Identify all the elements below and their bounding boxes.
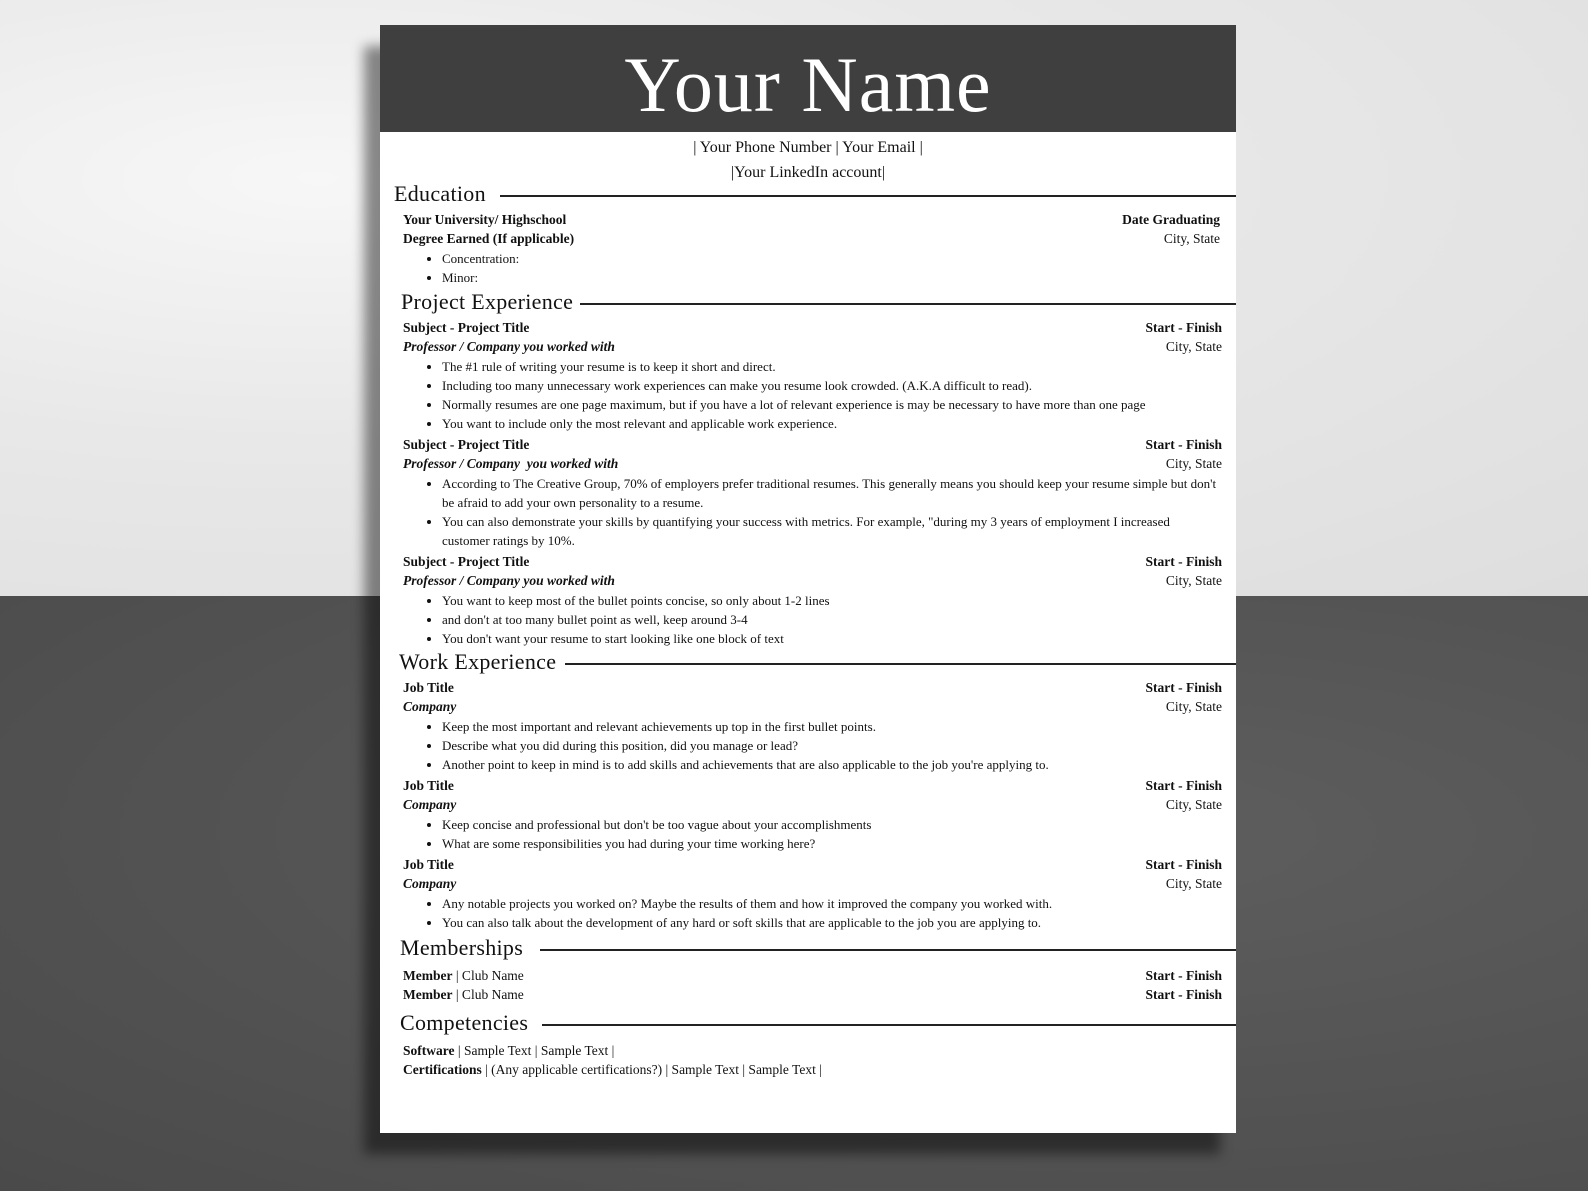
entry-row [403, 795, 1222, 814]
location: City, State [1165, 573, 1222, 588]
job-title: Job Title [403, 857, 454, 872]
project-entry [380, 552, 1236, 648]
project-entry [380, 435, 1236, 550]
location: City, State [1165, 699, 1222, 714]
list-item: • Any notable projects you worked on? Maybe the results of them and how it improved the company you worked with. [442, 894, 1222, 913]
work-list [380, 678, 1236, 932]
competencies-list [380, 1041, 1236, 1079]
location: City, State [1165, 797, 1222, 812]
membership-row [380, 966, 1236, 985]
degree: Degree Earned (If applicable) [403, 231, 575, 246]
education-entry [380, 210, 1236, 287]
date-range: Start - Finish [1145, 987, 1222, 1002]
section-rule [580, 303, 1236, 305]
project-title: Subject - Project Title [403, 437, 530, 452]
location: City, State [1163, 231, 1220, 246]
entry-row [403, 678, 1222, 697]
name-banner [380, 25, 1236, 132]
job-title: Job Title [403, 680, 454, 695]
list-item: • The #1 rule of writing your resume is to keep it short and direct. [442, 357, 1222, 376]
project-entry [380, 318, 1236, 433]
entry-row [403, 855, 1222, 874]
entry-row [403, 697, 1222, 716]
section-title: Education [394, 182, 492, 206]
competency-label: Certifications [403, 1062, 482, 1077]
list-item: • You can also talk about the development of any hard or soft skills that are applicable to the job you are applying to. [442, 913, 1222, 932]
location: City, State [1165, 456, 1222, 471]
competency-row [380, 1060, 1236, 1079]
education-heading [380, 182, 1236, 206]
work-bullets [403, 815, 1222, 853]
date-range: Start - Finish [1145, 968, 1222, 983]
membership-role: Member [403, 987, 453, 1002]
work-bullets [403, 717, 1222, 774]
date-range: Start - Finish [1145, 437, 1222, 452]
entry-row [403, 318, 1222, 337]
organization: Professor / Company you worked with [403, 456, 619, 471]
project-title: Subject - Project Title [403, 320, 530, 335]
entry-row [403, 229, 1222, 248]
competency-label: Software [403, 1043, 455, 1058]
entry-row [403, 874, 1222, 893]
project-bullets [403, 474, 1222, 550]
project-bullets [403, 357, 1222, 433]
date-range: Start - Finish [1145, 778, 1222, 793]
list-item: • Keep concise and professional but don't be too vague about your accomplishments [442, 815, 1222, 834]
entry-row [403, 571, 1222, 590]
list-item: • According to The Creative Group, 70% of employers prefer traditional resumes. This generally means you should keep your resume simple but don't be afraid to add your own personality to a resume. [442, 474, 1222, 512]
date-range: Start - Finish [1145, 680, 1222, 695]
location: City, State [1165, 876, 1222, 891]
list-item: • Normally resumes are one page maximum, but if you have a lot of relevant experience is may be necessary to have more than one page [442, 395, 1222, 414]
entry-row [403, 552, 1222, 571]
club-name: | Club Name [452, 968, 524, 983]
membership-role: Member [403, 968, 453, 983]
project-title: Subject - Project Title [403, 554, 530, 569]
list-item: • You can also demonstrate your skills by quantifying your success with metrics. For example, "during my 3 years of employment I increased customer ratings by 10%. [442, 512, 1222, 550]
list-item: • You want to keep most of the bullet points concise, so only about 1-2 lines [442, 591, 1222, 610]
section-rule [540, 949, 1236, 951]
work-entry [380, 776, 1236, 853]
competency-values: | (Any applicable certifications?) | Sample Text | Sample Text | [481, 1062, 822, 1077]
section-title: Memberships [400, 936, 529, 960]
list-item: • Concentration: [442, 249, 1222, 268]
work-bullets [403, 894, 1222, 932]
work-entry [380, 855, 1236, 932]
section-title: Project Experience [401, 290, 579, 314]
list-item: • and don't at too many bullet point as well, keep around 3-4 [442, 610, 1222, 629]
competency-row [380, 1041, 1236, 1060]
project-bullets [403, 591, 1222, 648]
list-item: • You don't want your resume to start looking like one block of text [442, 629, 1222, 648]
competencies-heading [380, 1011, 1236, 1035]
education-bullets [403, 249, 1222, 287]
contact-line-1: | Your Phone Number | Your Email | [693, 139, 923, 156]
memberships-heading [380, 936, 1236, 960]
contact-info [380, 135, 1236, 185]
section-title: Work Experience [399, 650, 562, 674]
date-range: Start - Finish [1145, 554, 1222, 569]
list-item: • Describe what you did during this position, did you manage or lead? [442, 736, 1222, 755]
resume-page [380, 25, 1236, 1133]
entry-row [403, 454, 1222, 473]
list-item: • You want to include only the most relevant and applicable work experience. [442, 414, 1222, 433]
date-range: Start - Finish [1145, 857, 1222, 872]
club-name: | Club Name [452, 987, 524, 1002]
list-item: • Including too many unnecessary work experiences can make you resume look crowded. (A.K.A difficult to read). [442, 376, 1222, 395]
entry-row [403, 337, 1222, 356]
work-heading [380, 650, 1236, 674]
project-list [380, 318, 1236, 648]
section-rule [565, 663, 1236, 665]
membership-row [380, 985, 1236, 1004]
entry-row [403, 435, 1222, 454]
competency-values: | Sample Text | Sample Text | [454, 1043, 615, 1058]
company: Company [403, 797, 457, 812]
section-title: Competencies [400, 1011, 534, 1035]
organization: Professor / Company you worked with [403, 573, 615, 588]
list-item: • Keep the most important and relevant achievements up top in the first bullet points. [442, 717, 1222, 736]
job-title: Job Title [403, 778, 454, 793]
list-item: • Another point to keep in mind is to add skills and achievements that are also applicable to the job you're applying to. [442, 755, 1222, 774]
list-item: • Minor: [442, 268, 1222, 287]
entry-row [403, 210, 1222, 229]
company: Company [403, 876, 457, 891]
entry-row [403, 776, 1222, 795]
work-entry [380, 678, 1236, 774]
memberships-list [380, 966, 1236, 1004]
organization: Professor / Company you worked with [403, 339, 615, 354]
project-heading [380, 290, 1236, 314]
section-rule [500, 195, 1236, 197]
graduation-date: Date Graduating [1122, 212, 1220, 227]
list-item: • What are some responsibilities you had during your time working here? [442, 834, 1222, 853]
date-range: Start - Finish [1145, 320, 1222, 335]
section-rule [542, 1024, 1236, 1026]
school-name: Your University/ Highschool [403, 212, 567, 227]
candidate-name: Your Name [624, 41, 992, 128]
company: Company [403, 699, 457, 714]
location: City, State [1165, 339, 1222, 354]
contact-line-2: |Your LinkedIn account| [730, 164, 886, 181]
